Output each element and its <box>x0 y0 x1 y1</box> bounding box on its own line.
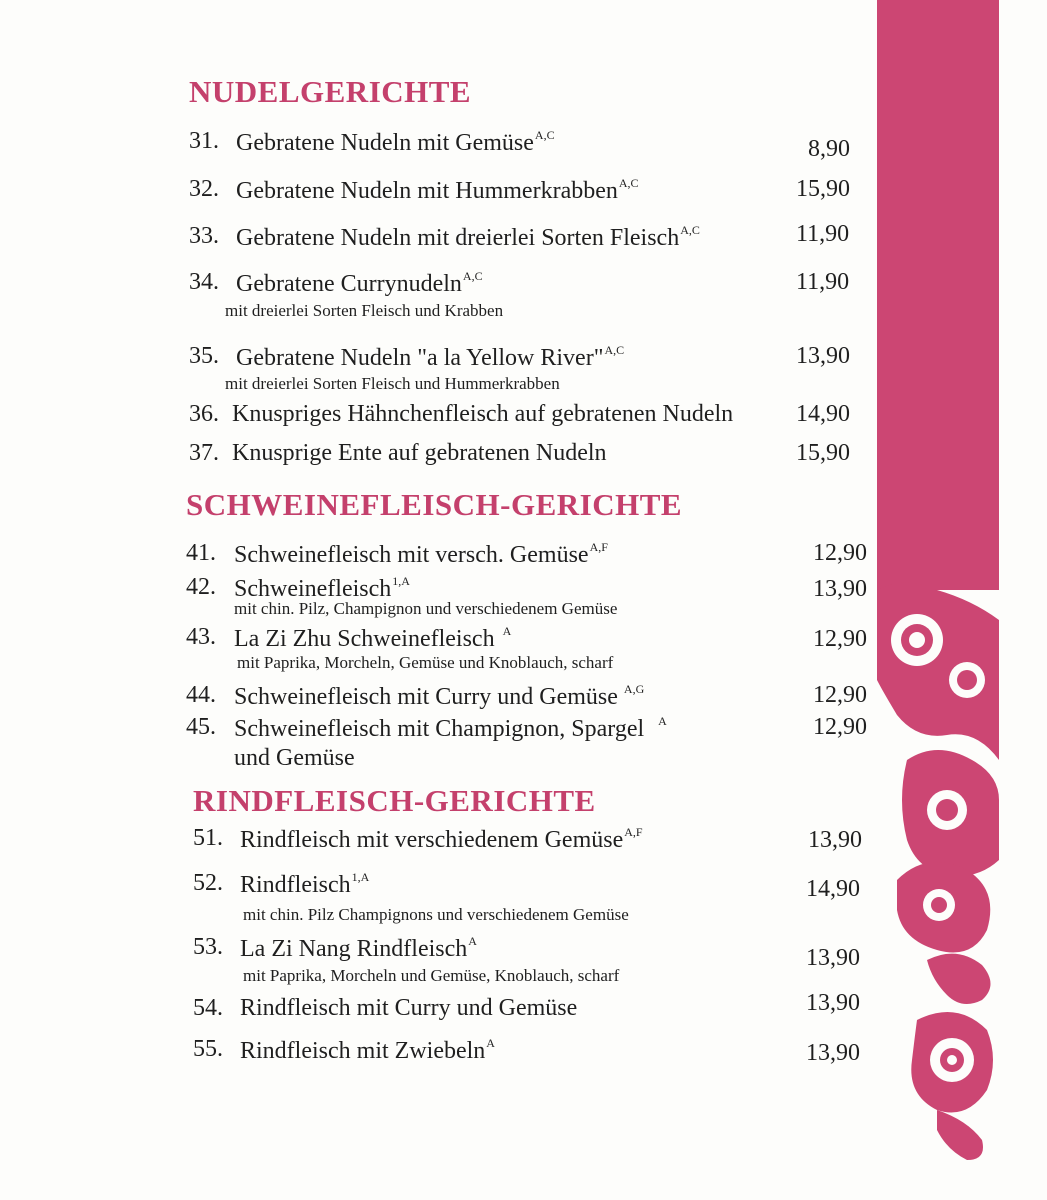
section-heading-nudelgerichte: NUDELGERICHTE <box>189 74 472 109</box>
item-price: 11,90 <box>796 221 850 247</box>
item-number: 43. <box>186 624 216 650</box>
allergen-codes: A <box>658 714 667 728</box>
item-number: 52. <box>193 870 223 896</box>
item-name: Gebratene Nudeln mit Gemüse$^{A,C}$ <box>236 128 555 156</box>
item-name: Gebratene Currynudeln$^{A,C}$ <box>236 269 483 297</box>
item-description: mit chin. Pilz, Champignon und verschiedenem Gemüse <box>234 599 618 618</box>
item-name: Gebratene Nudeln mit dreierlei Sorten Fleisch$^{A,C}$ <box>236 223 700 251</box>
item-price: 12,90 <box>813 540 867 566</box>
item-price: 15,90 <box>796 440 850 466</box>
item-number: 41. <box>186 540 216 566</box>
item-price: 11,90 <box>796 269 850 295</box>
allergen-codes: A,C <box>534 128 555 142</box>
allergen-codes: A,C <box>618 176 639 190</box>
item-description: und Gemüse <box>234 745 355 771</box>
item-name: Rindfleisch mit Zwiebeln$^A$ <box>240 1036 495 1064</box>
item-number: 51. <box>193 825 223 851</box>
item-number: 37. <box>189 440 219 466</box>
item-number: 35. <box>189 343 219 369</box>
section-heading-rindfleisch: RINDFLEISCH-GERICHTE <box>193 783 596 818</box>
item-price: 13,90 <box>813 576 867 602</box>
item-name: Gebratene Nudeln "a la Yellow River"$^{A,C}$ <box>236 343 625 371</box>
item-description: mit Paprika, Morcheln, Gemüse und Knoblauch, scharf <box>237 653 614 672</box>
item-name: Schweinefleisch mit versch. Gemüse$^{A,F}$ <box>234 540 608 568</box>
item-description: mit dreierlei Sorten Fleisch und Krabben <box>225 301 504 320</box>
item-number: 34. <box>189 269 219 295</box>
item-description: mit dreierlei Sorten Fleisch und Hummerkrabben <box>225 374 560 393</box>
allergen-codes: A <box>502 624 512 638</box>
item-number: 36. <box>189 401 219 427</box>
item-name: Rindfleisch mit Curry und Gemüse <box>240 995 578 1021</box>
item-price: 13,90 <box>806 1040 860 1066</box>
allergen-codes: A,C <box>462 269 483 283</box>
item-number: 33. <box>189 223 219 249</box>
item-name: Knuspriges Hähnchenfleisch auf gebratenen Nudeln <box>232 401 734 427</box>
allergen-codes: 1,A <box>351 870 370 884</box>
item-price: 15,90 <box>796 176 850 202</box>
item-name: Knusprige Ente auf gebratenen Nudeln <box>232 440 607 466</box>
allergen-codes: A <box>486 1036 495 1050</box>
item-name: Schweinefleisch mit Champignon, Spargel $^A$ <box>234 714 667 742</box>
item-price: 13,90 <box>808 827 862 853</box>
item-price: 14,90 <box>806 876 860 902</box>
allergen-codes: A,F <box>624 825 643 839</box>
item-number: 32. <box>189 176 219 202</box>
item-number: 55. <box>193 1036 223 1062</box>
item-price: 13,90 <box>806 945 860 971</box>
item-number: 31. <box>189 128 219 154</box>
item-number: 44. <box>186 682 216 708</box>
item-number: 45. <box>186 714 216 740</box>
item-price: 13,90 <box>806 990 860 1016</box>
item-price: 8,90 <box>808 136 850 162</box>
item-name: Gebratene Nudeln mit Hummerkrabben$^{A,C}$ <box>236 176 639 204</box>
item-name: Schweinefleisch$^{1,A}$ <box>234 574 410 602</box>
allergen-codes: A,F <box>589 540 608 554</box>
allergen-codes: A,C <box>604 343 625 357</box>
allergen-codes: A,G <box>623 682 645 696</box>
item-number: 42. <box>186 574 216 600</box>
allergen-codes: A,C <box>680 223 700 237</box>
allergen-codes: 1,A <box>392 574 410 588</box>
item-price: 12,90 <box>813 626 867 652</box>
item-price: 14,90 <box>796 401 850 427</box>
item-name: Schweinefleisch mit Curry und Gemüse $^{A,G}$ <box>234 682 645 710</box>
item-number: 54. <box>193 995 223 1021</box>
item-description: mit Paprika, Morcheln und Gemüse, Knoblauch, scharf <box>243 966 620 985</box>
item-name: La Zi Nang Rindfleisch$^A$ <box>240 934 477 962</box>
item-price: 13,90 <box>796 343 850 369</box>
item-price: 12,90 <box>813 682 867 708</box>
item-name: Rindfleisch$^{1,A}$ <box>240 870 370 898</box>
section-heading-schweinefleisch: SCHWEINEFLEISCH-GERICHTE <box>186 487 683 522</box>
item-name: La Zi Zhu Schweinefleisch $^A$ <box>234 624 512 652</box>
item-name: Rindfleisch mit verschiedenem Gemüse$^{A,F}$ <box>240 825 643 853</box>
item-price: 12,90 <box>813 714 867 740</box>
item-description: mit chin. Pilz Champignons und verschiedenem Gemüse <box>243 905 629 924</box>
allergen-codes: A <box>468 934 477 948</box>
item-number: 53. <box>193 934 223 960</box>
